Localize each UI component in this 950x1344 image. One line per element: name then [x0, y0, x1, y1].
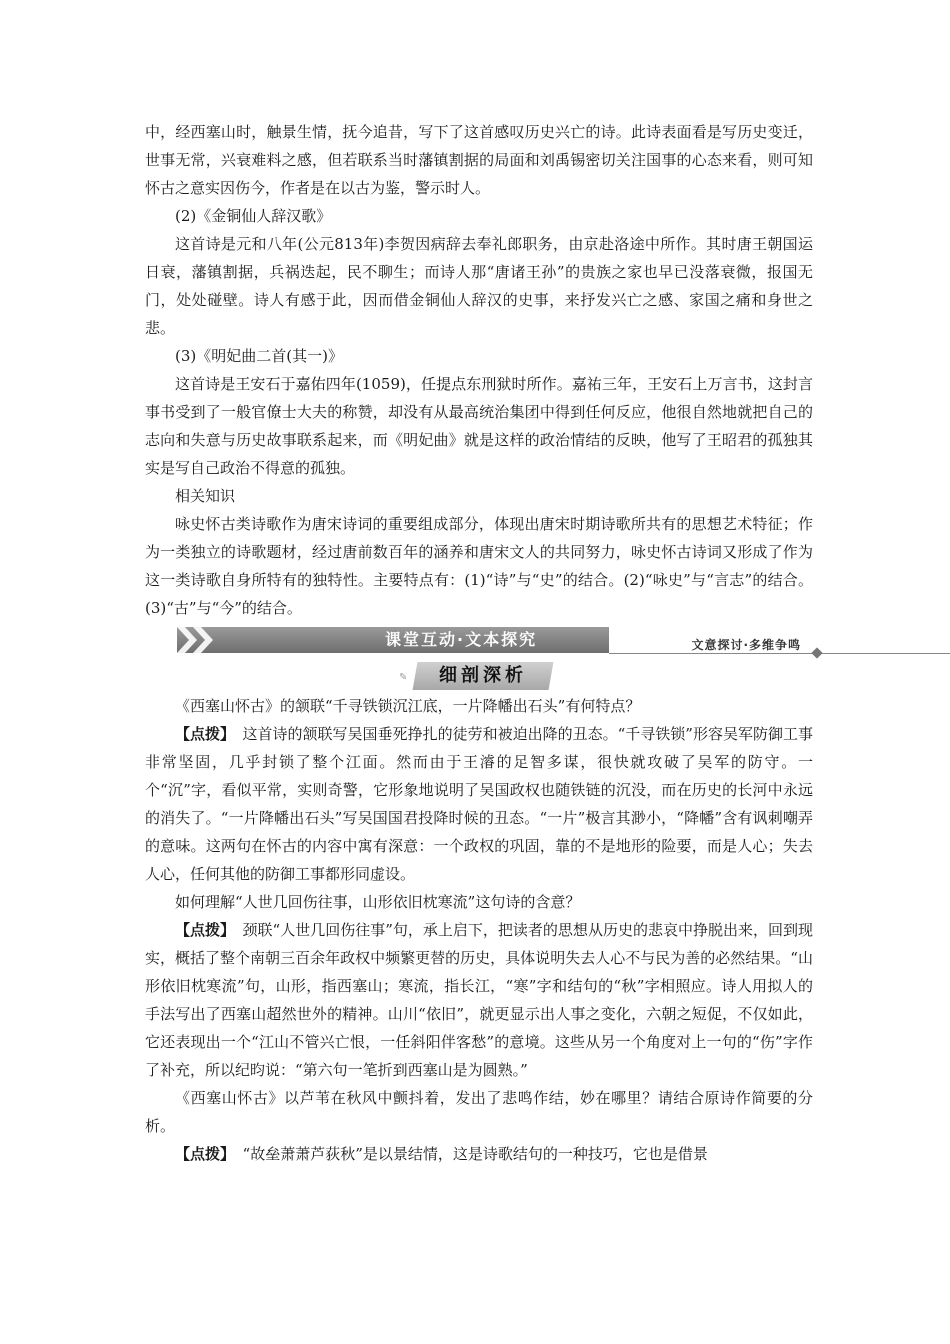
banner-title: 课堂互动·文本探究: [385, 630, 538, 649]
paragraph: 咏史怀古类诗歌作为唐宋诗词的重要组成部分，体现出唐宋时期诗歌所共有的思想艺术特征；作为一类独立的诗歌题材，经过唐前数百年的涵养和唐宋文人的共同努力，咏史怀古诗词又形成了作为这一类诗歌自身所特有的独特性。主要特点有：(1)“诗”与“史”的结合。(2)“咏史”与“言志”的结合。(3)“古”与“今”的结合。: [145, 515, 813, 617]
paragraph: 这首诗是元和八年(公元813年)李贺因病辞去奉礼郎职务，由京赴洛途中所作。其时唐王朝国运日衰，藩镇割据，兵祸迭起，民不聊生；而诗人那“唐诸王孙”的贵族之家也早已没落衰微，报国无门，处处碰壁。诗人有感于此，因而借金铜仙人辞汉的史事，来抒发兴亡之感、家国之痛和身世之悲。: [145, 235, 813, 337]
answer: [145, 1140, 813, 1168]
poem-heading: (3)《明妃曲二首(其一)》: [175, 347, 343, 365]
question: 《西塞山怀古》的颔联“千寻铁锁沉江底，一片降幡出石头”有何特点？: [175, 697, 641, 715]
answer-text: 这首诗的颔联写吴国垂死挣扎的徒劳和被迫出降的丑态。“千寻铁锁”形容吴军防御工事非常坚固，几乎封锁了整个江面。然而由于王濬的足智多谋，很快就攻破了吴军的防守。一个“沉”字，看似平常，实则奇警，它形象地说明了吴国政权也随铁链的沉没，而在历史的长河中永远的消失了。“一片降幡出石头”写吴国国君投降时候的丑态。“一片”极言其渺小，“降幡”含有讽刺嘲弄的意味。这两句在怀古的内容中寓有深意：一个政权的巩固，靠的不是地形的险要，而是人心；失去人心，任何其他的防御工事都形同虚设。: [145, 725, 813, 883]
hint-tag: 【点拨】: [175, 921, 228, 939]
answer: [145, 720, 813, 888]
subsection-heading: 相关知识: [175, 487, 236, 505]
hint-tag: 【点拨】: [175, 725, 228, 743]
page-content: [145, 118, 813, 1168]
banner-subtitle: 文意探讨·多维争鸣: [691, 638, 801, 652]
section-title: 细剖深析: [439, 665, 527, 686]
answer: [145, 916, 813, 1084]
paragraph: 中，经西塞山时，触景生情，抚今追昔，写下了这首感叹历史兴亡的诗。此诗表面看是写历史变迁，世事无常，兴衰难料之感，但若联系当时藩镇割据的局面和刘禹锡密切关注国事的心态来看，则可知怀古之意实因伤今，作者是在以古为鉴，警示时人。: [145, 123, 813, 197]
diamond-icon: [811, 647, 822, 658]
question: 《西塞山怀古》以芦苇在秋风中颤抖着，发出了悲鸣作结，妙在哪里？请结合原诗作简要的分析。: [145, 1089, 813, 1135]
section-header: [145, 660, 813, 692]
question: 如何理解“人世几回伤往事，山形依旧枕寒流”这句诗的含意？: [175, 893, 581, 911]
hint-tag: 【点拨】: [175, 1145, 228, 1163]
decoration-icon: ✎: [399, 672, 408, 683]
poem-heading: (2)《金铜仙人辞汉歌》: [175, 207, 332, 225]
answer-text: 颈联“人世几回伤往事”句，承上启下，把读者的思想从历史的悲哀中挣脱出来，回到现实，概括了整个南朝三百余年政权中频繁更替的历史，具体说明失去人心不与民为善的必然结果。“山形依旧枕寒流”句，山形，指西塞山；寒流，指长江，“寒”字和结句的“秋”字相照应。诗人用拟人的手法写出了西塞山超然世外的精神。山川“依旧”，就更显示出人事之变化，六朝之短促，不仅如此，它还表现出一个“江山不管兴亡恨，一任斜阳伴客愁”的意境。这些从另一个角度对上一句的“伤”字作了补充，所以纪昀说：“第六句一笔折到西塞山是为圆熟。”: [145, 921, 813, 1079]
section-banner: [145, 624, 813, 658]
double-chevron-icon: [177, 627, 237, 653]
answer-text: “故垒萧萧芦荻秋”是以景结情，这是诗歌结句的一种技巧，它也是借景: [242, 1145, 708, 1163]
paragraph: 这首诗是王安石于嘉佑四年(1059)，任提点东刑狱时所作。嘉祐三年，王安石上万言书，这封言事书受到了一般官僚士大夫的称赞，却没有从最高统治集团中得到任何反应，他很自然地就把自己的志向和失意与历史故事联系起来，而《明妃曲》就是这样的政治情结的反映，他写了王昭君的孤独其实是写自己政治不得意的孤独。: [145, 375, 813, 477]
